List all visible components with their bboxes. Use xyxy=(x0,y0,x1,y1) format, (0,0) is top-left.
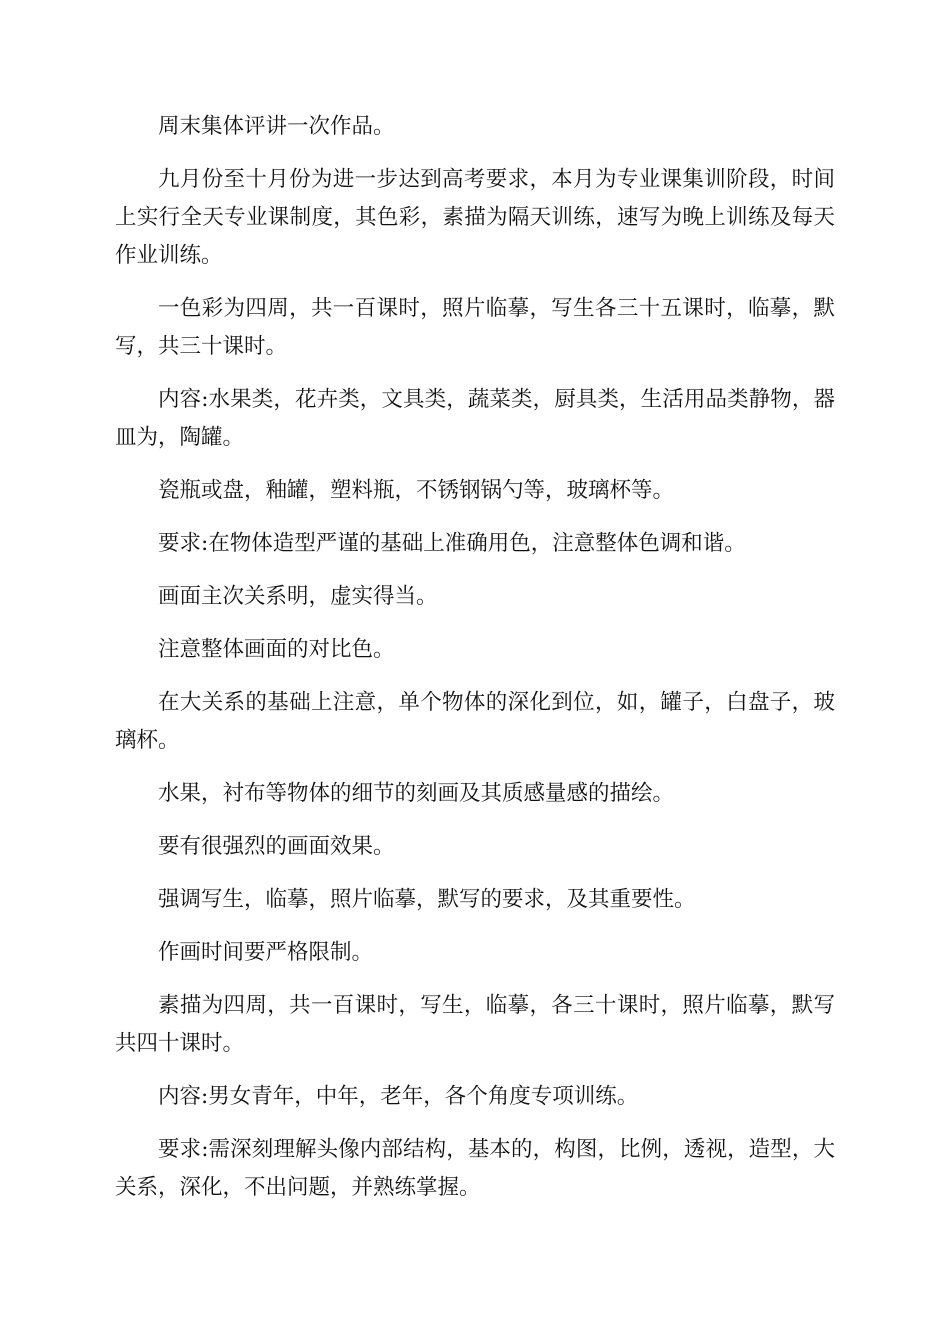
paragraph: 要求:在物体造型严谨的基础上准确用色，注意整体色调和谐。 xyxy=(158,531,746,556)
paragraph: 内容:男女青年，中年，老年，各个角度专项训练。 xyxy=(158,1084,639,1109)
paragraph: 周末集体评讲一次作品。 xyxy=(158,114,395,139)
paragraph: 在大关系的基础上注意，单个物体的深化到位，如，罐子，白盘子，玻璃杯。 xyxy=(115,690,835,753)
paragraph: 强调写生，临摹，照片临摹，默写的要求，及其重要性。 xyxy=(158,887,696,912)
paragraph: 作画时间要严格限制。 xyxy=(158,940,374,965)
paragraph: 内容:水果类，花卉类，文具类，蔬菜类，厨具类，生活用品类静物，器皿为，陶罐。 xyxy=(115,387,835,450)
paragraph: 一色彩为四周，共一百课时，照片临摹，写生各三十五课时，临摹，默写，共三十课时。 xyxy=(115,296,835,359)
paragraph: 画面主次关系明，虚实得当。 xyxy=(158,584,438,609)
paragraph: 素描为四周，共一百课时，写生，临摹，各三十课时，照片临摹，默写共四十课时。 xyxy=(115,993,835,1056)
paragraph: 注意整体画面的对比色。 xyxy=(158,637,395,662)
paragraph: 九月份至十月份为进一步达到高考要求，本月为专业课集训阶段，时间上实行全天专业课制度，其色彩，素描为隔天训练，速写为晚上训练及每天作业训练。 xyxy=(115,167,835,268)
paragraph: 水果，衬布等物体的细节的刻画及其质感量感的描绘。 xyxy=(158,781,675,806)
paragraph: 要有很强烈的画面效果。 xyxy=(158,834,395,859)
paragraph: 要求:需深刻理解头像内部结构，基本的，构图，比例，透视，造型，大关系，深化，不出问题，并熟练掌握。 xyxy=(115,1137,835,1200)
paragraph: 瓷瓶或盘，釉罐，塑料瓶，不锈钢锅勺等，玻璃杯等。 xyxy=(158,478,675,503)
document-body xyxy=(115,108,835,1222)
